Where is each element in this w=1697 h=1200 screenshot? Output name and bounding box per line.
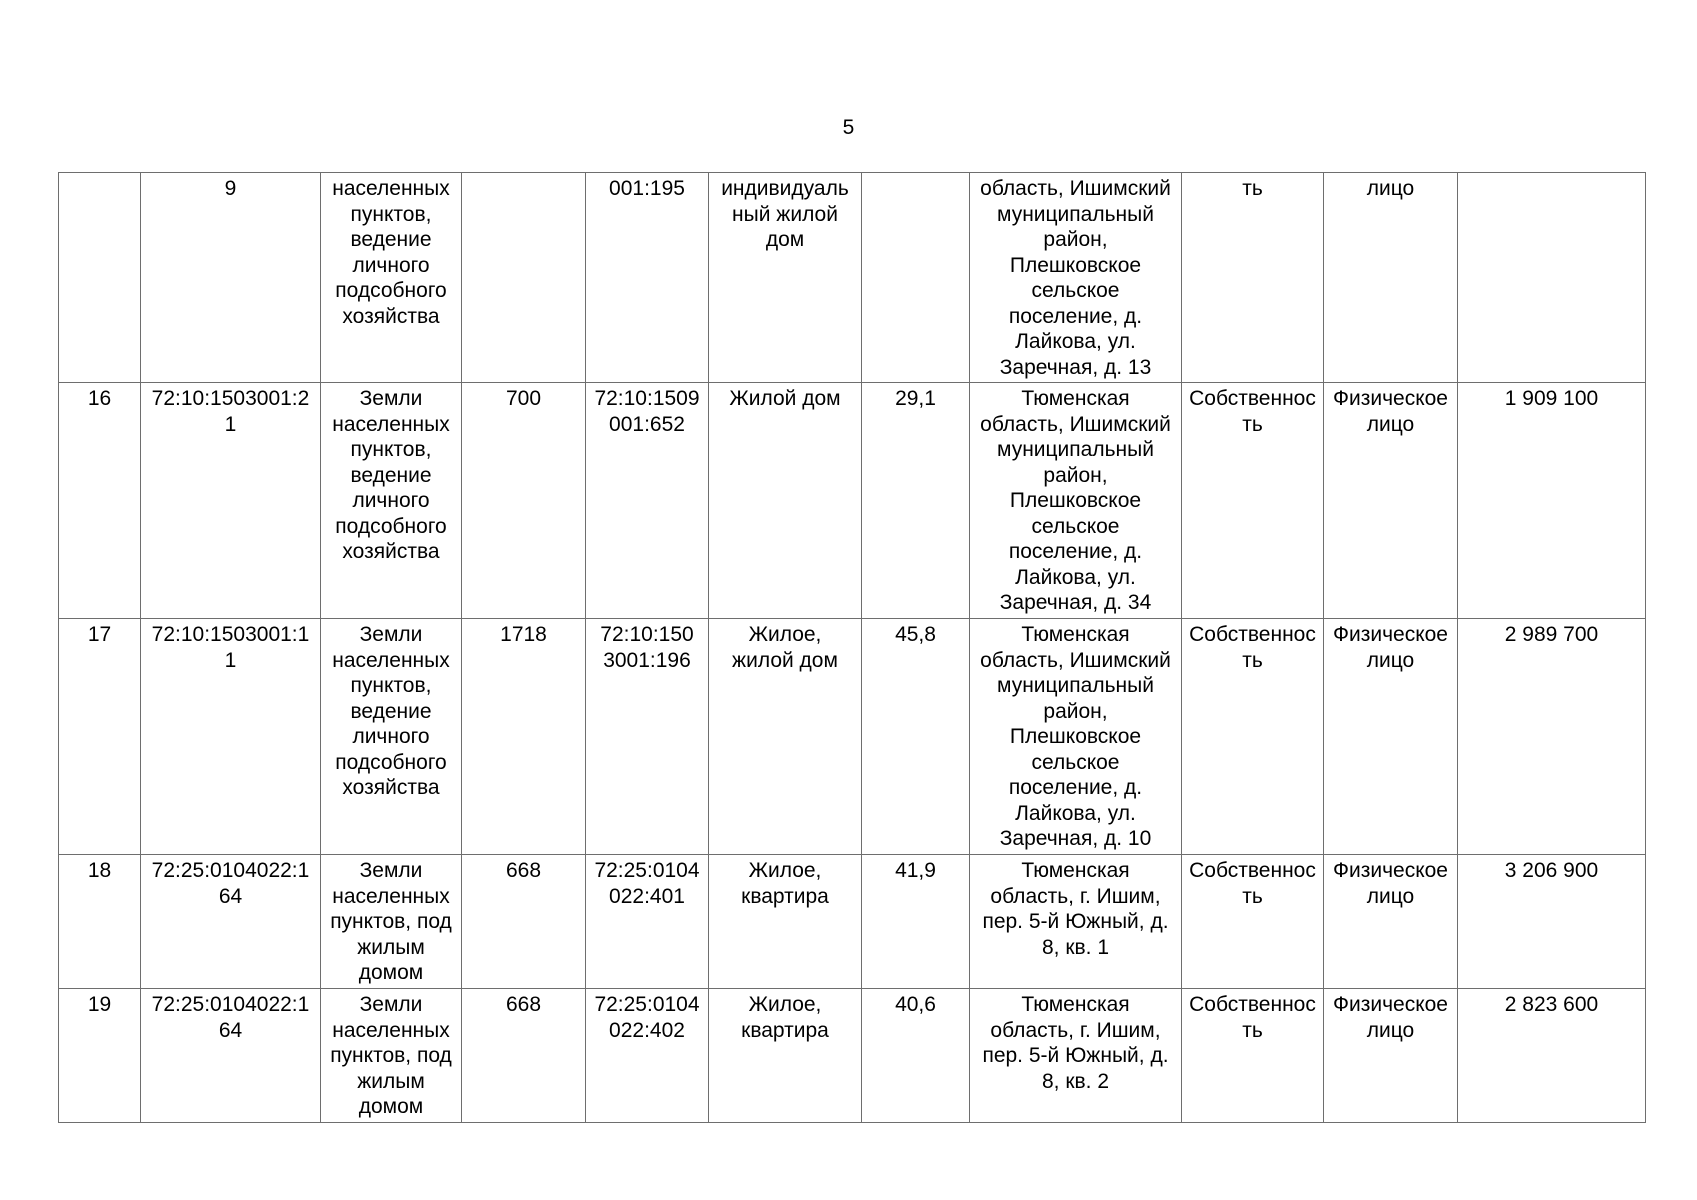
cell-right-type: Собственнос ть bbox=[1182, 619, 1324, 855]
cell-land-category: Земли населенных пунктов, под жилым домом bbox=[321, 855, 462, 989]
cell-building-cadastral: 72:25:0104 022:401 bbox=[586, 855, 709, 989]
cell-land-area: 668 bbox=[462, 855, 586, 989]
cell-right-type: Собственнос ть bbox=[1182, 855, 1324, 989]
cell-right-type: ть bbox=[1182, 173, 1324, 383]
cell-value bbox=[1458, 173, 1646, 383]
cell-land-category: Земли населенных пунктов, ведение личного подсобного хозяйства bbox=[321, 383, 462, 619]
table-row bbox=[59, 173, 1646, 383]
cell-number: 18 bbox=[59, 855, 141, 989]
cell-land-cadastral: 9 bbox=[141, 173, 321, 383]
cell-holder: Физическое лицо bbox=[1324, 855, 1458, 989]
cell-building-type: Жилой дом bbox=[709, 383, 862, 619]
cell-building-cadastral: 001:195 bbox=[586, 173, 709, 383]
cell-building-cadastral: 72:10:1509 001:652 bbox=[586, 383, 709, 619]
cell-land-cadastral: 72:25:0104022:1 64 bbox=[141, 855, 321, 989]
cell-building-area: 29,1 bbox=[862, 383, 970, 619]
cell-holder: лицо bbox=[1324, 173, 1458, 383]
cell-land-cadastral: 72:10:1503001:2 1 bbox=[141, 383, 321, 619]
cell-building-type: Жилое, жилой дом bbox=[709, 619, 862, 855]
cell-land-cadastral: 72:25:0104022:1 64 bbox=[141, 989, 321, 1123]
property-table bbox=[58, 172, 1646, 1123]
cell-building-type: Жилое, квартира bbox=[709, 989, 862, 1123]
cell-address: Тюменская область, Ишимский муниципальный район, Плешковское сельское поселение, д. Лайкова, ул. Заречная, д. 34 bbox=[970, 383, 1182, 619]
cell-value: 2 989 700 bbox=[1458, 619, 1646, 855]
table-row bbox=[59, 383, 1646, 619]
cell-right-type: Собственнос ть bbox=[1182, 989, 1324, 1123]
cell-building-area: 45,8 bbox=[862, 619, 970, 855]
cell-land-area: 1718 bbox=[462, 619, 586, 855]
cell-holder: Физическое лицо bbox=[1324, 619, 1458, 855]
cell-address: Тюменская область, г. Ишим, пер. 5-й Южный, д. 8, кв. 2 bbox=[970, 989, 1182, 1123]
cell-number: 19 bbox=[59, 989, 141, 1123]
cell-value: 2 823 600 bbox=[1458, 989, 1646, 1123]
cell-land-cadastral: 72:10:1503001:1 1 bbox=[141, 619, 321, 855]
cell-building-area bbox=[862, 173, 970, 383]
cell-holder: Физическое лицо bbox=[1324, 383, 1458, 619]
cell-building-area: 41,9 bbox=[862, 855, 970, 989]
cell-building-type: Жилое, квартира bbox=[709, 855, 862, 989]
cell-building-cadastral: 72:25:0104 022:402 bbox=[586, 989, 709, 1123]
cell-number: 16 bbox=[59, 383, 141, 619]
cell-land-category: Земли населенных пунктов, под жилым домом bbox=[321, 989, 462, 1123]
cell-value: 1 909 100 bbox=[1458, 383, 1646, 619]
cell-address: Тюменская область, Ишимский муниципальный район, Плешковское сельское поселение, д. Лайкова, ул. Заречная, д. 10 bbox=[970, 619, 1182, 855]
cell-land-area: 668 bbox=[462, 989, 586, 1123]
cell-land-category: населенных пунктов, ведение личного подсобного хозяйства bbox=[321, 173, 462, 383]
table-row bbox=[59, 619, 1646, 855]
cell-building-cadastral: 72:10:150 3001:196 bbox=[586, 619, 709, 855]
cell-land-category: Земли населенных пунктов, ведение личного подсобного хозяйства bbox=[321, 619, 462, 855]
cell-land-area bbox=[462, 173, 586, 383]
cell-building-area: 40,6 bbox=[862, 989, 970, 1123]
cell-value: 3 206 900 bbox=[1458, 855, 1646, 989]
cell-address: область, Ишимский муниципальный район, Плешковское сельское поселение, д. Лайкова, ул. Заречная, д. 13 bbox=[970, 173, 1182, 383]
cell-right-type: Собственнос ть bbox=[1182, 383, 1324, 619]
cell-address: Тюменская область, г. Ишим, пер. 5-й Южный, д. 8, кв. 1 bbox=[970, 855, 1182, 989]
cell-land-area: 700 bbox=[462, 383, 586, 619]
cell-number bbox=[59, 173, 141, 383]
table-row bbox=[59, 855, 1646, 989]
cell-number: 17 bbox=[59, 619, 141, 855]
cell-holder: Физическое лицо bbox=[1324, 989, 1458, 1123]
page-number: 5 bbox=[842, 116, 855, 139]
cell-building-type: индивидуаль ный жилой дом bbox=[709, 173, 862, 383]
table-row bbox=[59, 989, 1646, 1123]
